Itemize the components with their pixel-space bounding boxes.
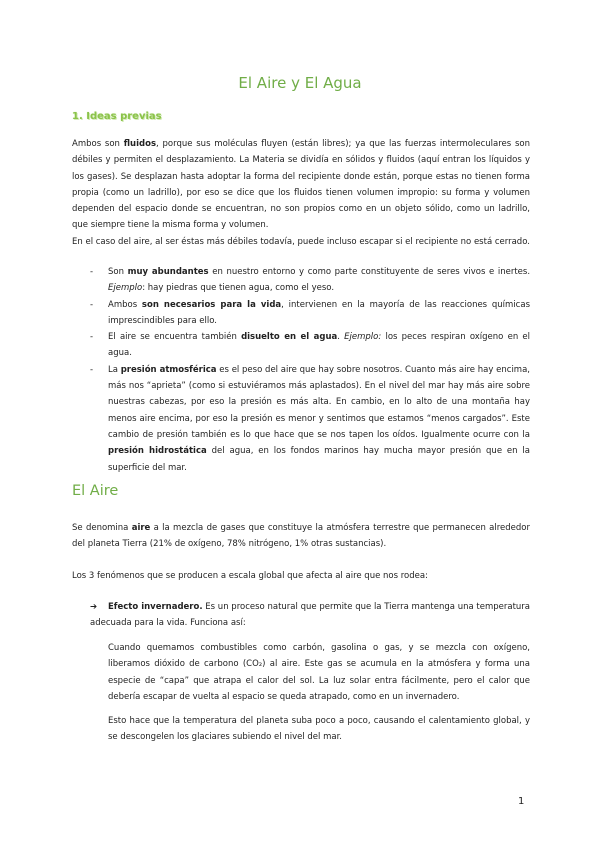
greenhouse-explanation-paragraph: Cuando quemamos combustibles como carbón, gasolina o gas, y se mezcla con oxígeno, liberamos dióxido de carbono (CO₂) al aire. Este gas se acumula en la atmósfera y forma una especie de “capa” que atrapa el calor del sol. La luz solar entra fácilmente, pero el calor que debería escapar de vuelta al espacio se queda atrapado, como en un invernadero. xyxy=(108,643,530,702)
air-definition-paragraph: Se denomina aire a la mezcla de gases que constituye la atmósfera terrestre que permanecen alrededor del planeta Tierra (21% de oxígeno, 78% nitrógeno, 1% otras sustancias). xyxy=(72,523,531,550)
arrow-bullet-icon: ➔ xyxy=(90,602,98,612)
greenhouse-effect-item: ➔ Efecto invernadero. Es un proceso natural que permite que la Tierra mantenga una temperatura adecuada para la vida. Funciona así: xyxy=(90,599,530,632)
section-heading-el-aire: El Aire xyxy=(72,483,119,499)
list-item: - El aire se encuentra también disuelto en el agua. Ejemplo: los peces respiran oxígeno en el agua. xyxy=(90,332,530,359)
list-item: - La presión atmosférica es el peso del aire que hay sobre nosotros. Cuanto más aire hay encima, más nos “aprieta” (como si estuviéramos más aplastados). En el nivel del mar hay más aire sobre nuestras cabezas, por eso la presión es más alta. En cambio, en lo alto de una montaña hay menos aire encima, por eso la presión es menor y sentimos que estamos “menos cargados”. Este cambio de presión también es lo que hace que se nos tapen los oídos. Igualmente ocurre con la presión hidrostática del agua, en los fondos marinos hay mucha mayor presión que en la superficie del mar. xyxy=(90,364,531,473)
section-heading-ideas-previas: 1. Ideas previas xyxy=(72,111,162,122)
page-number: 1 xyxy=(518,796,525,807)
intro-paragraph: Ambos son fluidos, porque sus moléculas fluyen (están libres); ya que las fuerzas intermoleculares son débiles y permiten el desplazamiento. La Materia se dividía en sólidos y fluidos (aquí entran los líquidos y los gases). Se desplazan hasta adoptar la forma del recipiente donde están, porque estas no tienen forma propia (como un ladrillo), por eso se dice que los fluidos tienen volumen impropio: su forma y volumen dependen del espacio donde se encuentran, no son propios como en un objeto sólido, como un ladrillo, que siempre tiene la misma forma y volumen. En el caso del aire, al ser éstas más débiles todavía, puede incluso escapar si el recipiente no está cerrado. xyxy=(72,139,530,247)
list-item: - Ambos son necesarios para la vida, intervienen en la mayoría de las reacciones químicas imprescindibles para ello. xyxy=(90,299,530,326)
global-warming-paragraph: Esto hace que la temperatura del planeta suba poco a poco, causando el calentamiento global, y se descongelen los glaciares subiendo el nivel del mar. xyxy=(108,716,530,743)
ideas-bullet-list xyxy=(72,264,530,476)
phenomena-intro-paragraph: Los 3 fenómenos que se producen a escala global que afecta al aire que nos rodea: xyxy=(72,571,428,581)
document-title: El Aire y El Agua xyxy=(238,74,362,92)
list-item: - Son muy abundantes en nuestro entorno y como parte constituyente de seres vivos e inertes. Ejemplo: hay piedras que tienen agua, como el yeso. xyxy=(90,267,531,294)
